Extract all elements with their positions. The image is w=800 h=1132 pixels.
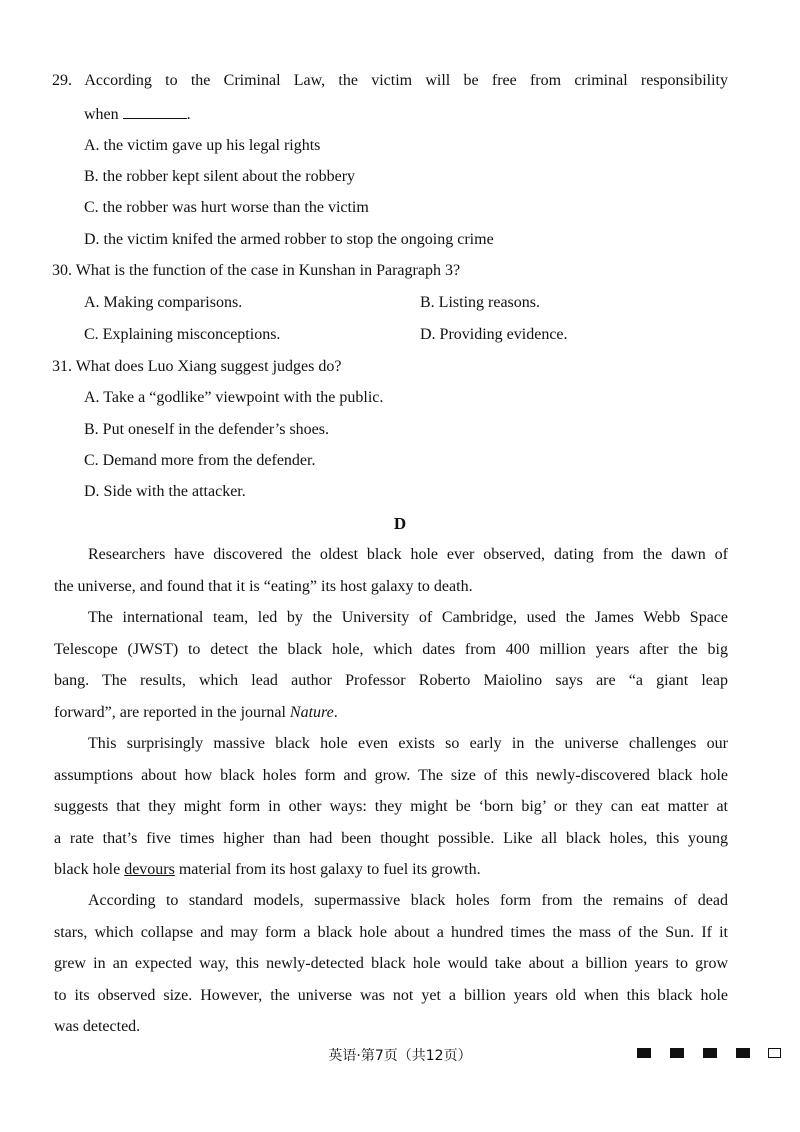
passage-p2-line1: The international team, led by the University of Cambridge, used the James Webb Space xyxy=(88,609,728,626)
journal-name: Nature xyxy=(289,704,334,721)
p3-line5-start: black hole xyxy=(54,861,121,878)
passage-p3-line5 xyxy=(54,860,728,880)
q30-option-d: D. Providing evidence. xyxy=(420,326,568,343)
page-marker-square xyxy=(703,1048,717,1058)
passage-p4-line5: was detected. xyxy=(54,1018,141,1035)
passage-p3-line2: assumptions about how black holes form and grow. The size of this newly-discovered black hole xyxy=(54,767,728,784)
q30-stem: 30. What is the function of the case in Kunshan in Paragraph 3? xyxy=(52,262,461,279)
passage-p1-line2: the universe, and found that it is “eating” its host galaxy to death. xyxy=(54,578,473,595)
q29-stem-line1: 29. According to the Criminal Law, the victim will be free from criminal responsibility xyxy=(52,72,728,89)
passage-p4-line1: According to standard models, supermassive black holes form from the remains of dead xyxy=(88,892,728,909)
p3-line5-end: material from its host galaxy to fuel its growth. xyxy=(178,861,481,878)
page-marker-square xyxy=(670,1048,684,1058)
q29-option-c: C. the robber was hurt worse than the victim xyxy=(84,199,369,216)
q30-option-c: C. Explaining misconceptions. xyxy=(84,326,281,343)
underlined-word-devours: devours xyxy=(124,861,175,878)
passage-p4-line3: grew in an expected way, this newly-detected black hole would take about a billion years to grow xyxy=(54,955,728,972)
passage-p3-line1: This surprisingly massive black hole even exists so early in the universe challenges our xyxy=(88,735,728,752)
section-title: D xyxy=(393,514,407,533)
p2-line4-text: forward”, are reported in the journal xyxy=(54,704,286,721)
q29-option-a: A. the victim gave up his legal rights xyxy=(84,137,321,154)
page-marker-square-hollow xyxy=(768,1048,781,1058)
q29-stem-when: when xyxy=(84,106,119,123)
q31-option-a: A. Take a “godlike” viewpoint with the public. xyxy=(84,389,384,406)
q29-stem-line2 xyxy=(84,104,191,125)
passage-p3-line4: a rate that’s five times higher than had been thought possible. Like all black holes, this young xyxy=(54,830,728,847)
page-marker-square xyxy=(736,1048,750,1058)
q29-stem-period: . xyxy=(186,106,191,123)
answer-blank xyxy=(123,104,187,119)
passage-p3-line3: suggests that they might form in other ways: they might be ‘born big’ or they can eat matter at xyxy=(54,798,728,815)
passage-p1-line1: Researchers have discovered the oldest black hole ever observed, dating from the dawn of xyxy=(88,546,728,563)
q31-option-c: C. Demand more from the defender. xyxy=(84,452,316,469)
passage-p4-line2: stars, which collapse and may form a black hole about a hundred times the mass of the Sun. If it xyxy=(54,924,728,941)
q30-option-a: A. Making comparisons. xyxy=(84,294,243,311)
page-marker-square xyxy=(637,1048,651,1058)
q31-stem: 31. What does Luo Xiang suggest judges do? xyxy=(52,358,342,375)
page-footer: 英语·第7页（共12页） xyxy=(328,1048,472,1064)
q31-option-d: D. Side with the attacker. xyxy=(84,483,246,500)
passage-p2-line4 xyxy=(54,703,728,723)
p2-line4-period: . xyxy=(333,704,338,721)
q29-option-b: B. the robber kept silent about the robbery xyxy=(84,168,356,185)
passage-p2-line2: Telescope (JWST) to detect the black hole, which dates from 400 million years after the big xyxy=(54,641,728,658)
passage-p4-line4: to its observed size. However, the universe was not yet a billion years old when this black hole xyxy=(54,987,728,1004)
passage-p2-line3: bang. The results, which lead author Professor Roberto Maiolino says are “a giant leap xyxy=(54,672,728,689)
q29-option-d: D. the victim knifed the armed robber to stop the ongoing crime xyxy=(84,231,494,248)
q31-option-b: B. Put oneself in the defender’s shoes. xyxy=(84,421,329,438)
q30-option-b: B. Listing reasons. xyxy=(420,294,540,311)
